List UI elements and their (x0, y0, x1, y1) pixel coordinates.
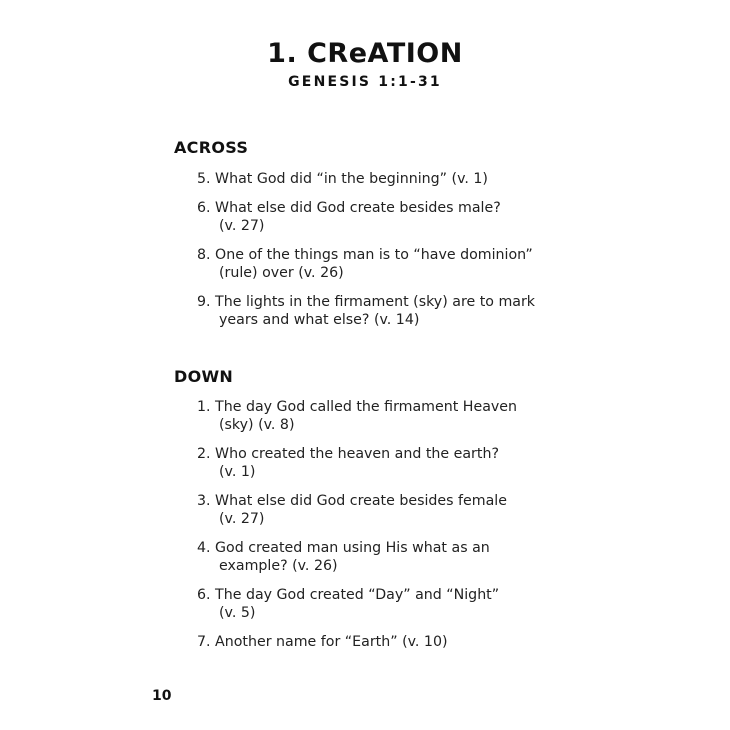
scripture-reference: GENESIS 1:1-31 (288, 74, 442, 90)
down-clue-3: 3. What else did God create besides female (v. 27) (197, 493, 507, 527)
down-clue-4: 4. God created man using His what as an example? (v. 26) (197, 540, 490, 574)
down-clue-1: 1. The day God called the firmament Heaven (sky) (v. 8) (197, 399, 518, 433)
across-clue-6: 6. What else did God create besides male? (v. 27) (197, 200, 501, 234)
across-clue-list (197, 170, 577, 340)
across-clue-8: 8. One of the things man is to “have dominion” (rule) over (v. 26) (197, 247, 533, 281)
down-heading: DOWN (174, 367, 234, 386)
down-clue-7: 7. Another name for “Earth” (v. 10) (197, 634, 448, 650)
across-clue-9: 9. The lights in the firmament (sky) are to mark years and what else? (v. 14) (197, 294, 536, 328)
down-clue-list (197, 398, 577, 662)
across-clue-5: 5. What God did “in the beginning” (v. 1) (197, 171, 488, 187)
down-clue-2: 2. Who created the heaven and the earth? (v. 1) (197, 446, 499, 480)
down-clue-6: 6. The day God created “Day” and “Night” (v. 5) (197, 587, 500, 621)
page-title: 1. CReATION (267, 38, 463, 69)
across-heading: ACROSS (174, 138, 249, 157)
page-number: 10 (152, 688, 172, 704)
